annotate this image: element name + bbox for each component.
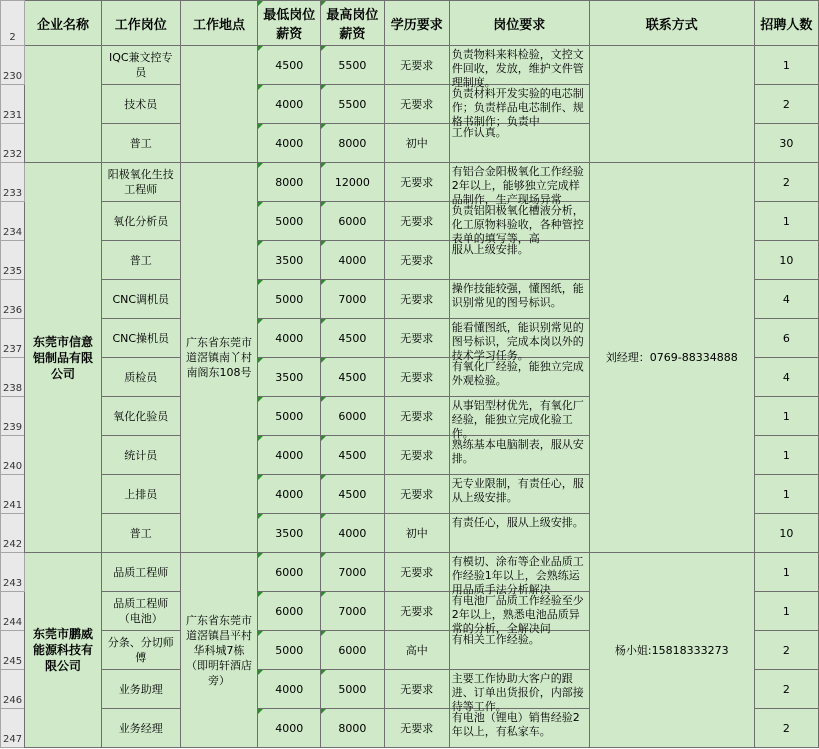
headcount-cell[interactable]: 1 [754,592,818,631]
requirement-text: 有铝合金阳极氧化工作经验2年以上，能够独立完成样品制作，生产现场异常 [451,165,584,206]
min-salary-cell[interactable]: 3500 [258,514,321,553]
max-salary-cell[interactable]: 7000 [321,553,385,592]
location-cell[interactable] [180,46,258,163]
row-number-cell[interactable]: 233 [1,163,25,202]
company-cell[interactable]: 东莞市信意铝制品有限公司 [25,163,102,553]
col-header-company[interactable]: 企业名称 [25,1,102,46]
requirements-cell[interactable] [449,592,589,635]
max-salary-cell[interactable]: 6000 [321,631,385,670]
table-row [1,46,819,85]
position-cell[interactable]: 氧化分析员 [101,202,180,241]
row-number-cell[interactable]: 237 [1,319,25,358]
education-cell[interactable]: 无要求 [384,202,449,241]
requirement-text: 熟练基本电脑制表，服从安排。 [451,438,584,465]
position-cell[interactable]: 普工 [101,241,180,280]
headcount-cell[interactable]: 4 [754,358,818,397]
row-number-cell[interactable]: 243 [1,553,25,592]
requirement-text: 有电池（锂电）销售经验2年以上，有私家车。 [451,711,580,738]
company-cell[interactable]: 东莞市鹏威能源科技有限公司 [25,553,102,748]
education-cell[interactable]: 无要求 [384,670,449,709]
education-cell[interactable]: 无要求 [384,475,449,514]
headcount-cell[interactable]: 10 [754,514,818,553]
requirements-cell[interactable] [449,124,589,163]
max-salary-cell[interactable]: 4500 [321,436,385,475]
max-salary-cell[interactable]: 5500 [321,85,385,124]
headcount-cell[interactable]: 1 [754,475,818,514]
education-cell[interactable]: 高中 [384,631,449,670]
col-header-max-salary[interactable]: 最高岗位薪资 [321,1,385,46]
col-header-position[interactable]: 工作岗位 [101,1,180,46]
requirements-cell[interactable] [449,163,589,206]
row-number-cell[interactable]: 234 [1,202,25,241]
headcount-cell[interactable]: 6 [754,319,818,358]
position-cell[interactable]: 上排员 [101,475,180,514]
headcount-cell[interactable]: 1 [754,397,818,436]
min-salary-cell[interactable]: 3500 [258,358,321,397]
headcount-cell[interactable]: 4 [754,280,818,319]
min-salary-cell[interactable]: 4000 [258,670,321,709]
education-cell[interactable]: 无要求 [384,241,449,280]
company-cell[interactable] [25,46,102,163]
header-row [1,1,819,46]
row-number-cell[interactable]: 240 [1,436,25,475]
max-salary-cell[interactable]: 5000 [321,670,385,709]
requirement-text: 操作技能较强，懂图纸，能识别常见的图号标识。 [451,282,584,309]
headcount-cell[interactable]: 1 [754,46,818,85]
row-number-cell[interactable]: 246 [1,670,25,709]
col-header-headcount[interactable]: 招聘人数 [754,1,818,46]
min-salary-cell[interactable]: 4500 [258,46,321,85]
max-salary-cell[interactable]: 12000 [321,163,385,202]
min-salary-cell[interactable]: 6000 [258,553,321,592]
requirements-cell[interactable] [449,553,589,596]
headcount-cell[interactable]: 2 [754,85,818,124]
col-header-contact[interactable]: 联系方式 [589,1,754,46]
headcount-cell[interactable]: 2 [754,709,818,748]
max-salary-cell[interactable]: 4500 [321,319,385,358]
row-number-cell[interactable]: 230 [1,46,25,85]
max-salary-cell[interactable]: 6000 [321,397,385,436]
education-cell[interactable]: 无要求 [384,592,449,631]
requirement-text: 从事铝型材优先，有氧化厂经验，能独立完成化验工作。 [451,399,584,440]
row-number-cell[interactable]: 247 [1,709,25,748]
position-cell[interactable]: 普工 [101,514,180,553]
position-cell[interactable]: 品质工程师 [101,553,180,592]
row-number-cell[interactable]: 238 [1,358,25,397]
min-salary-cell[interactable]: 8000 [258,163,321,202]
max-salary-cell[interactable]: 6000 [321,202,385,241]
col-header-education[interactable]: 学历要求 [384,1,449,46]
headcount-cell[interactable]: 2 [754,670,818,709]
max-salary-cell[interactable]: 4000 [321,241,385,280]
position-cell[interactable]: 业务助理 [101,670,180,709]
requirement-text: 主要工作协助大客户的跟进、订单出货报价，内部接待等工作。 [451,672,584,713]
position-cell[interactable]: 品质工程师（电池） [101,592,180,631]
education-cell[interactable]: 初中 [384,124,449,163]
education-cell[interactable]: 无要求 [384,46,449,85]
requirements-cell[interactable] [449,709,589,748]
position-cell[interactable]: 统计员 [101,436,180,475]
min-salary-cell[interactable]: 6000 [258,592,321,631]
headcount-cell[interactable]: 10 [754,241,818,280]
min-salary-cell[interactable]: 5000 [258,202,321,241]
education-cell[interactable]: 无要求 [384,709,449,748]
headcount-cell[interactable]: 2 [754,631,818,670]
requirements-cell[interactable] [449,85,589,128]
requirement-text: 有氧化厂经验，能独立完成外观检验。 [451,360,584,387]
position-cell[interactable]: 阳极氧化生技工程师 [101,163,180,202]
education-cell[interactable]: 无要求 [384,553,449,592]
position-cell[interactable]: 质检员 [101,358,180,397]
requirements-cell[interactable] [449,436,589,475]
requirement-text: 负责物料来料检验，文控文件回收，发放，维护文件管理制度。 [451,48,584,89]
table-row [1,163,819,202]
col-header-requirements[interactable]: 岗位要求 [449,1,589,46]
requirements-cell[interactable] [449,241,589,280]
requirements-cell[interactable] [449,670,589,713]
requirements-cell[interactable] [449,280,589,319]
contact-cell[interactable]: 刘经理：0769-88334888 [589,163,754,553]
max-salary-cell[interactable]: 7000 [321,280,385,319]
position-cell[interactable]: CNC调机员 [101,280,180,319]
education-cell[interactable]: 无要求 [384,163,449,202]
min-salary-cell[interactable]: 3500 [258,241,321,280]
row-number-cell[interactable]: 236 [1,280,25,319]
contact-cell[interactable] [589,46,754,163]
min-salary-cell[interactable]: 4000 [258,709,321,748]
requirement-text: 负责材料开发实验的电芯制作；负责样品电芯制作、规格书制作；负责中 [451,87,584,128]
min-salary-cell[interactable]: 5000 [258,397,321,436]
education-cell[interactable]: 无要求 [384,436,449,475]
max-salary-cell[interactable]: 8000 [321,124,385,163]
requirement-text: 有模切、涂布等企业品质工作经验1年以上，会熟练运用品质手法分析解决 [451,555,584,596]
requirements-cell[interactable] [449,397,589,440]
headcount-cell[interactable]: 1 [754,436,818,475]
row-number-cell[interactable]: 241 [1,475,25,514]
row-number-cell[interactable]: 232 [1,124,25,163]
max-salary-cell[interactable]: 4500 [321,475,385,514]
min-salary-cell[interactable]: 4000 [258,475,321,514]
table-row [1,553,819,592]
education-cell[interactable]: 无要求 [384,280,449,319]
requirements-cell[interactable] [449,514,589,553]
requirement-text: 服从上级安排。 [451,243,529,256]
max-salary-cell[interactable]: 4500 [321,358,385,397]
education-cell[interactable]: 无要求 [384,397,449,436]
education-cell[interactable]: 无要求 [384,85,449,124]
location-cell[interactable]: 广东省东莞市道滘镇昌平村华科城7栋（即明轩酒店旁） [180,553,258,748]
row-number-cell[interactable]: 244 [1,592,25,631]
min-salary-cell[interactable]: 4000 [258,124,321,163]
min-salary-cell[interactable]: 4000 [258,85,321,124]
headcount-cell[interactable]: 30 [754,124,818,163]
requirements-cell[interactable] [449,631,589,670]
position-cell[interactable]: CNC操机员 [101,319,180,358]
requirement-text: 能看懂图纸，能识别常见的图号标识，完成本岗以外的技术学习任务。 [451,321,584,362]
position-cell[interactable]: 业务经理 [101,709,180,748]
requirements-cell[interactable] [449,46,589,89]
position-cell[interactable]: 普工 [101,124,180,163]
position-cell[interactable]: 氧化化验员 [101,397,180,436]
requirement-text: 有相关工作经验。 [451,633,540,646]
requirements-cell[interactable] [449,319,589,362]
headcount-cell[interactable]: 2 [754,163,818,202]
max-salary-cell[interactable]: 4000 [321,514,385,553]
min-salary-cell[interactable]: 4000 [258,436,321,475]
requirements-cell[interactable] [449,358,589,397]
max-salary-cell[interactable]: 7000 [321,592,385,631]
requirements-cell[interactable] [449,202,589,245]
education-cell[interactable]: 无要求 [384,358,449,397]
requirement-text: 工作认真。 [451,126,507,139]
min-salary-cell[interactable]: 5000 [258,280,321,319]
education-cell[interactable]: 无要求 [384,319,449,358]
position-cell[interactable]: IQC兼文控专员 [101,46,180,85]
location-cell[interactable]: 广东省东莞市道滘镇南丫村南阁东108号 [180,163,258,553]
headcount-cell[interactable]: 1 [754,202,818,241]
min-salary-cell[interactable]: 4000 [258,319,321,358]
col-header-location[interactable]: 工作地点 [180,1,258,46]
row-number-cell[interactable]: 231 [1,85,25,124]
row-number-cell[interactable]: 245 [1,631,25,670]
contact-cell[interactable]: 杨小姐:15818333273 [589,553,754,748]
requirement-text: 无专业限制，有责任心，服从上级安排。 [451,477,584,504]
requirement-text: 有电池厂品质工作经验至少2年以上，熟悉电池品质异常的分析，全解决问 [451,594,584,635]
row-number-header[interactable]: 2 [1,1,25,46]
education-cell[interactable]: 初中 [384,514,449,553]
requirement-text: 有责任心，服从上级安排。 [451,516,584,529]
headcount-cell[interactable]: 1 [754,553,818,592]
row-number-cell[interactable]: 239 [1,397,25,436]
row-number-cell[interactable]: 242 [1,514,25,553]
min-salary-cell[interactable]: 5000 [258,631,321,670]
requirements-cell[interactable] [449,475,589,514]
col-header-min-salary[interactable]: 最低岗位薪资 [258,1,321,46]
position-cell[interactable]: 技术员 [101,85,180,124]
max-salary-cell[interactable]: 8000 [321,709,385,748]
max-salary-cell[interactable]: 5500 [321,46,385,85]
row-number-cell[interactable]: 235 [1,241,25,280]
position-cell[interactable]: 分条、分切师傅 [101,631,180,670]
requirement-text: 负责铝阳极氧化槽液分析，化工原物料验收，各种管控表单的填写等，高 [451,204,584,245]
